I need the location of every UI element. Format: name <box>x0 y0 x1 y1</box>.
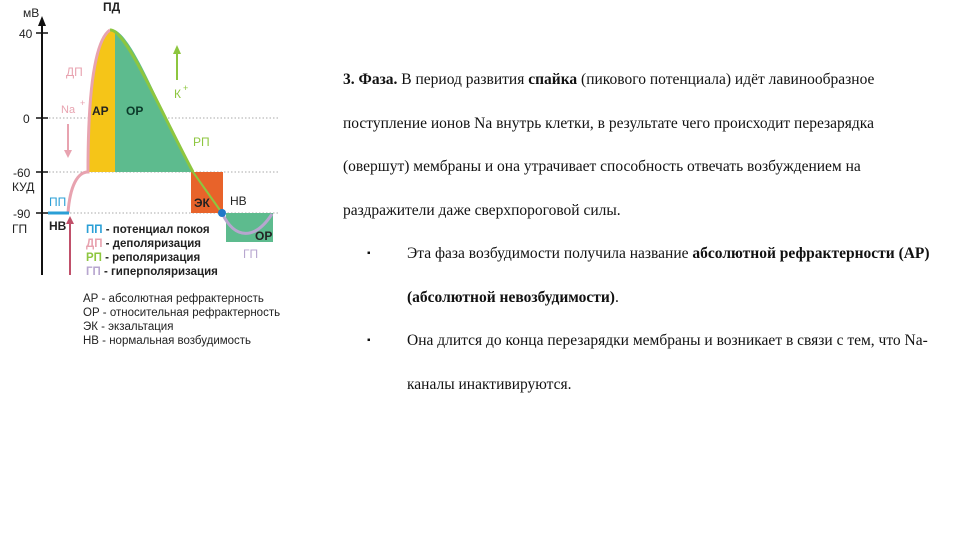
k-plus: + <box>183 83 189 93</box>
k-label: К <box>174 87 181 101</box>
k-arrow-icon <box>173 45 181 54</box>
ek-label: ЭК <box>194 196 210 210</box>
or2-label: ОР <box>255 229 273 243</box>
nv-right-label: НВ <box>230 194 247 208</box>
legend-ek: ЭК - экзальтация <box>83 321 174 333</box>
rp-label: РП <box>193 135 210 149</box>
bullet-item-1: ▪ Эта фаза возбудимости получила название абсолютной рефрактерности (АР) (абсолютной невозбудимости). <box>367 245 930 306</box>
gp-axis-label: ГП <box>12 222 28 236</box>
legend-or: ОР - относительная рефрактерность <box>83 307 281 319</box>
stimulus-arrow-icon <box>66 216 74 224</box>
or-label: ОР <box>126 104 144 118</box>
tick-60: -60 <box>13 166 31 180</box>
tick-40: 40 <box>19 27 33 41</box>
legend-pp: ПП - потенциал покоя <box>86 224 210 236</box>
kud-label: КУД <box>12 180 35 194</box>
pp-label: ПП <box>49 195 67 209</box>
action-potential-diagram <box>0 0 330 360</box>
phase-paragraph: 3. Фаза. В период развития спайка (пикового потенциала) идёт лавинообразное поступление ионов Na внутрь клетки, в результате чего происходит перезарядка (овершут) мембраны и она утрачивает способность отвечать возбуждением на раздражители даже сверхпороговой силы. <box>343 71 875 219</box>
legend-ar: АР - абсолютная рефрактерность <box>83 293 264 305</box>
na-label: Na <box>61 104 76 116</box>
legend-gp: ГП - гиперполяризация <box>86 266 218 278</box>
tick-0: 0 <box>23 112 30 126</box>
tick-90: -90 <box>13 207 31 221</box>
nv-left-label: НВ <box>49 219 67 233</box>
unit-label: мВ <box>23 6 40 20</box>
legend-nv: НВ - нормальная возбудимость <box>83 335 252 347</box>
bullet-item-2: ▪ Она длится до конца перезарядки мембраны и возникает в связи с тем, что Na-каналы инактивируются. <box>367 332 928 393</box>
legend-dp: ДП - деполяризация <box>86 238 201 250</box>
na-arrow-icon <box>64 150 72 158</box>
slide-text <box>343 58 943 406</box>
gp-label: ГП <box>243 247 259 261</box>
nv-dot <box>218 209 226 217</box>
ar-area <box>88 30 115 172</box>
ap-title: ПД <box>103 0 121 14</box>
dp-label: ДП <box>66 65 83 79</box>
ar-label: АР <box>92 104 109 118</box>
na-plus: + <box>80 98 86 108</box>
legend-rp: РП - реполяризация <box>86 252 201 264</box>
